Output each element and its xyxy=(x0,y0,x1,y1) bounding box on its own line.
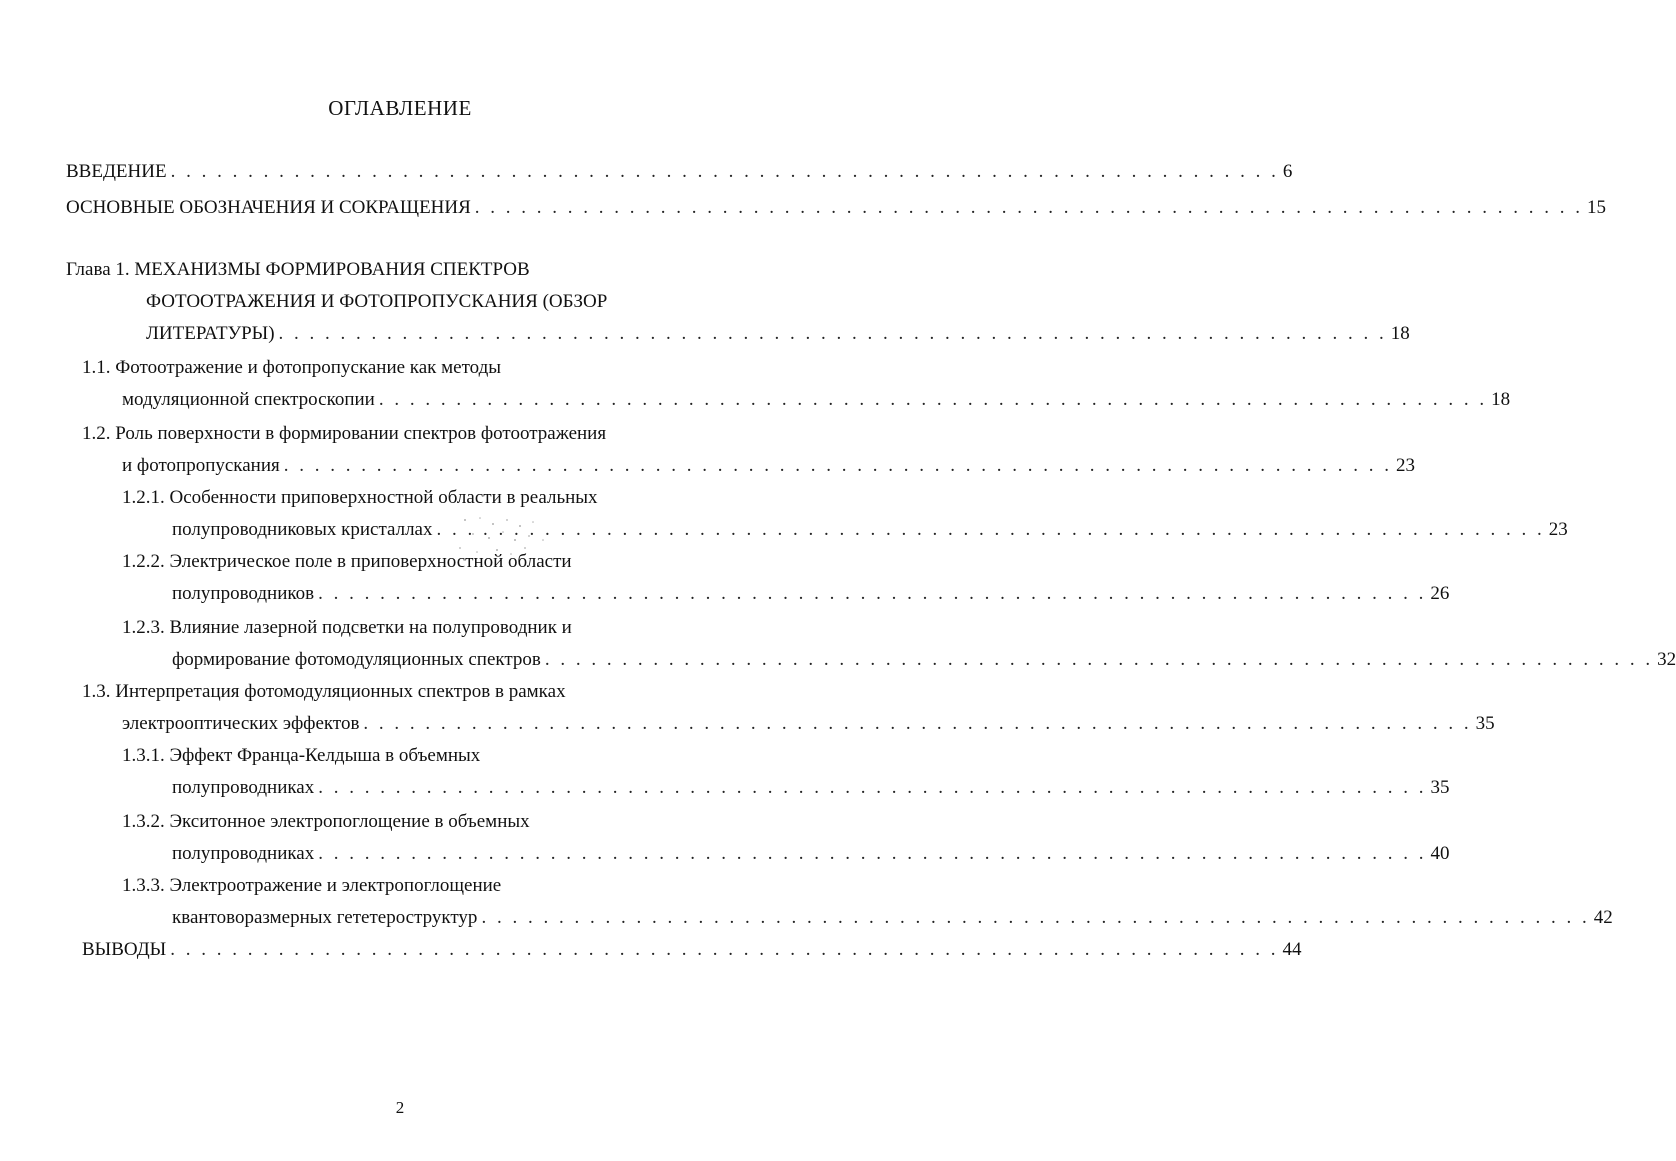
toc-leader-dots: . . . . . . . . . . . . . . . . . . . . . . . . . . . . . . . . . . . . . . . . . . . . . . . . . . . . . . . . . . . . . . . . . . . . . . . . xyxy=(170,161,1279,182)
toc-entry-section-1-3-3[interactable] xyxy=(172,906,1613,930)
toc-entry-section-1-3-1[interactable] xyxy=(172,776,1450,800)
toc-page-number: 35 xyxy=(1475,713,1495,734)
toc-section-1-2-1-line1: 1.2.1. Особенности приповерхностной области в реальных xyxy=(122,487,598,508)
toc-section-1-3-1-line1: 1.3.1. Эффект Франца-Келдыша в объемных xyxy=(122,745,481,766)
toc-entry-section-1-1[interactable] xyxy=(122,388,1511,412)
scan-smudge xyxy=(445,510,565,560)
toc-page-number: 18 xyxy=(1491,389,1511,410)
toc-section-1-3-line1: 1.3. Интерпретация фотомодуляционных спектров в рамках xyxy=(82,681,566,702)
toc-leader-dots: . . . . . . . . . . . . . . . . . . . . . . . . . . . . . . . . . . . . . . . . . . . . . . . . . . . . . . . . . . . . . . . . . . . . . . . . xyxy=(278,323,1387,344)
toc-entry-label: квантоворазмерных гететероструктур xyxy=(172,907,478,928)
toc-chapter-1-line1: Глава 1. МЕХАНИЗМЫ ФОРМИРОВАНИЯ СПЕКТРОВ xyxy=(66,259,530,280)
toc-leader-dots: . . . . . . . . . . . . . . . . . . . . . . . . . . . . . . . . . . . . . . . . . . . . . . . . . . . . . . . . . . . . . . . . . . . . . . . . xyxy=(544,649,1654,670)
toc-leader-dots: . . . . . . . . . . . . . . . . . . . . . . . . . . . . . . . . . . . . . . . . . . . . . . . . . . . . . . . . . . . . . . . . . . . . . . . . xyxy=(170,939,1279,960)
toc-page-number: 35 xyxy=(1430,777,1450,798)
toc-section-1-2-line1: 1.2. Роль поверхности в формировании спектров фотоотражения xyxy=(82,423,607,444)
toc-chapter-1-line2: ФОТООТРАЖЕНИЯ И ФОТОПРОПУСКАНИЯ (ОБЗОР xyxy=(146,291,608,312)
toc-entry-section-1-2-2[interactable] xyxy=(172,582,1450,606)
toc-entry-label: формирование фотомодуляционных спектров xyxy=(172,649,541,670)
toc-entry-section-1-2-1[interactable] xyxy=(172,518,1568,542)
toc-leader-dots: . . . . . . . . . . . . . . . . . . . . . . . . . . . . . . . . . . . . . . . . . . . . . . . . . . . . . . . . . . . . . . . . . . . . . . . . xyxy=(474,197,1584,218)
page-title: ОГЛАВЛЕНИЕ xyxy=(328,96,472,120)
toc-entry-notation[interactable] xyxy=(66,196,1607,220)
toc-leader-dots: . . . . . . . . . . . . . . . . . . . . . . . . . . . . . . . . . . . . . . . . . . . . . . . . . . . . . . . . . . . . . . . . . . . . . . . . xyxy=(318,843,1427,864)
toc-entry-section-1-3-2[interactable] xyxy=(172,842,1450,866)
toc-entry-label: ЛИТЕРАТУРЫ) xyxy=(146,323,275,344)
toc-page-number: 40 xyxy=(1430,843,1450,864)
toc-leader-dots: . . . . . . . . . . . . . . . . . . . . . . . . . . . . . . . . . . . . . . . . . . . . . . . . . . . . . . . . . . . . . . . . . . . . . . . . xyxy=(378,389,1488,410)
toc-section-1-3-3-line1: 1.3.3. Электроотражение и электропоглощение xyxy=(122,875,502,896)
toc-entry-section-1-2[interactable] xyxy=(122,454,1416,478)
toc-entry-label: полупроводниковых кристаллах xyxy=(172,519,433,540)
toc-section-1-3-2-line1: 1.3.2. Экситонное электропоглощение в объемных xyxy=(122,811,530,832)
toc-entry-label: полупроводниках xyxy=(172,843,315,864)
toc-entry-label: модуляционной спектроскопии xyxy=(122,389,375,410)
toc-entry-conclusions[interactable] xyxy=(82,938,1302,962)
toc-leader-dots: . . . . . . . . . . . . . . . . . . . . . . . . . . . . . . . . . . . . . . . . . . . . . . . . . . . . . . . . . . . . . . . . . . . . . . . . xyxy=(436,519,1545,540)
toc-entry-label: и фотопропускания xyxy=(122,455,280,476)
toc-leader-dots: . . . . . . . . . . . . . . . . . . . . . . . . . . . . . . . . . . . . . . . . . . . . . . . . . . . . . . . . . . . . . . . . . . . . . . . . xyxy=(318,777,1427,798)
toc-leader-dots: . . . . . . . . . . . . . . . . . . . . . . . . . . . . . . . . . . . . . . . . . . . . . . . . . . . . . . . . . . . . . . . . . . . . . . . . xyxy=(481,907,1590,928)
toc-entry-label: ВВЕДЕНИЕ xyxy=(66,161,167,182)
toc-page-number: 18 xyxy=(1390,323,1410,344)
page-number: 2 xyxy=(395,1098,405,1117)
toc-entry-label: ОСНОВНЫЕ ОБОЗНАЧЕНИЯ И СОКРАЩЕНИЯ xyxy=(66,197,471,218)
toc-page-number: 23 xyxy=(1548,519,1568,540)
toc-entry-label: ВЫВОДЫ xyxy=(82,939,167,960)
toc-entry-label: полупроводниках xyxy=(172,777,315,798)
toc-page-number: 6 xyxy=(1282,161,1293,182)
toc-entry-label: полупроводников xyxy=(172,583,315,604)
toc-leader-dots: . . . . . . . . . . . . . . . . . . . . . . . . . . . . . . . . . . . . . . . . . . . . . . . . . . . . . . . . . . . . . . . . . . . . . . . . xyxy=(318,583,1427,604)
toc-entry-section-1-2-3[interactable] xyxy=(172,648,1676,672)
toc-leader-dots: . . . . . . . . . . . . . . . . . . . . . . . . . . . . . . . . . . . . . . . . . . . . . . . . . . . . . . . . . . . . . . . . . . . . . . . . xyxy=(283,455,1393,476)
toc-entry-intro[interactable] xyxy=(66,160,1293,184)
toc-section-1-2-3-line1: 1.2.3. Влияние лазерной подсветки на полупроводник и xyxy=(122,617,572,638)
toc-page-number: 23 xyxy=(1396,455,1416,476)
toc-leader-dots: . . . . . . . . . . . . . . . . . . . . . . . . . . . . . . . . . . . . . . . . . . . . . . . . . . . . . . . . . . . . . . . . . . . . . . . . xyxy=(363,713,1472,734)
toc-section-1-1-line1: 1.1. Фотоотражение и фотопропускание как методы xyxy=(82,357,502,378)
toc-page-number: 32 xyxy=(1657,649,1676,670)
toc-entry-chapter-1[interactable] xyxy=(146,322,1410,346)
toc-page-number: 26 xyxy=(1430,583,1450,604)
toc-entry-label: электрооптических эффектов xyxy=(122,713,360,734)
toc-page-number: 15 xyxy=(1587,197,1607,218)
toc-section-1-2-2-line1: 1.2.2. Электрическое поле в приповерхностной области xyxy=(122,551,572,572)
toc-page-number: 44 xyxy=(1282,939,1302,960)
toc-page-number: 42 xyxy=(1593,907,1613,928)
toc-entry-section-1-3[interactable] xyxy=(122,712,1495,736)
